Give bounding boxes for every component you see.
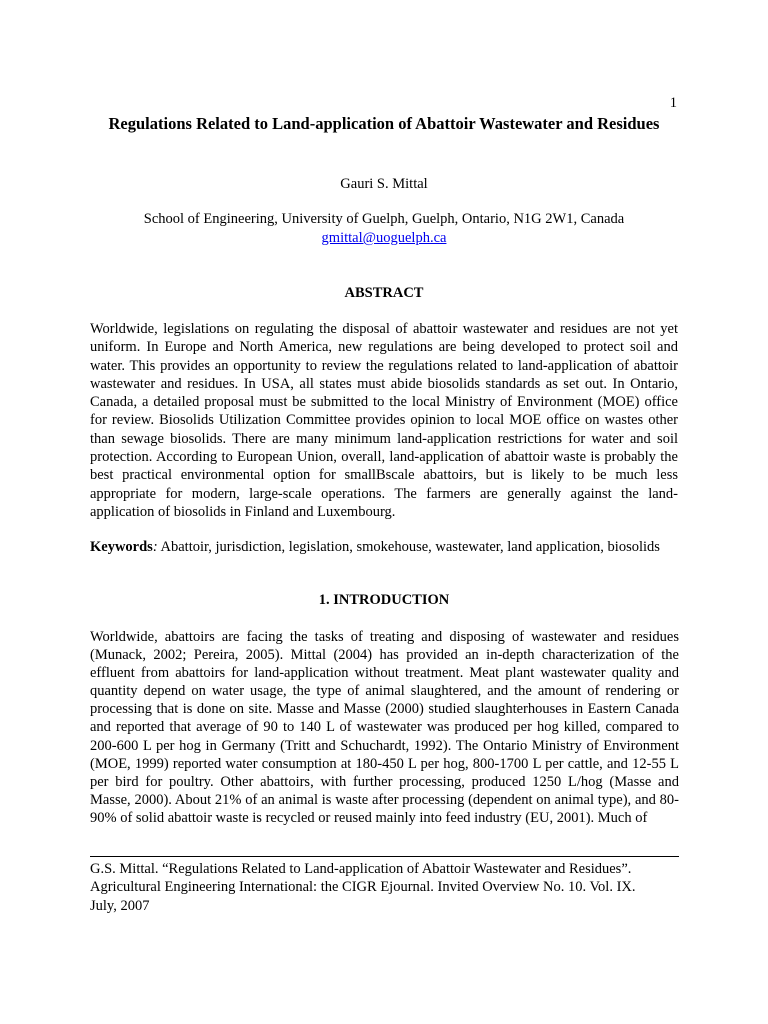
author-email-line [0, 230, 768, 247]
abstract-heading: ABSTRACT [344, 285, 424, 301]
paper-title: Regulations Related to Land-application of Abattoir Wastewater and Residues [108, 114, 660, 133]
introduction-heading: 1. INTRODUCTION [318, 592, 450, 608]
abstract-body: Worldwide, legislations on regulating the disposal of abattoir wastewater and residues are not yet uniform. In Europe and North America, new regulations are being developed to protect soil and water. This provides an opportunity to review the regulations related to land-application of abattoir wastewater and residues. In USA, all states must abide biosolids standards as set out. In Ontario, Canada, a detailed proposal must be submitted to the local Ministry of Environment (MOE) office for review. Biosolids Utilization Committee provides opinion to local MOE office on wastes other than sewage biosolids. There are many minimum land-application restrictions for water and soil protection. According to European Union, overall, land-application of abattoir waste is probably the best practical environmental option for smallBscale abattoirs, but is likely to be much less appropriate for modern, large-scale operations. The farmers are generally against the land-application of biosolids in Finland and Luxembourg. [90, 321, 678, 520]
keywords-label: Keywords [90, 539, 153, 555]
footer-line-1: G.S. Mittal. “Regulations Related to Land-application of Abattoir Wastewater and Residues”. [90, 861, 632, 877]
keywords-line [90, 538, 690, 556]
footer-line-2: Agricultural Engineering International: the CIGR Ejournal. Invited Overview No. 10. Vol. IX. [90, 879, 636, 896]
footer-line-3: July, 2007 [90, 897, 150, 914]
keywords-text: Abattoir, jurisdiction, legislation, smokehouse, wastewater, land application, biosolids [157, 539, 660, 555]
page-number: 1 [669, 95, 677, 111]
introduction-body: Worldwide, abattoirs are facing the tasks of treating and disposing of wastewater and residues (Munack, 2002; Pereira, 2005). Mittal (2004) has provided an in-depth characterization of the effluent from abattoirs for land-application without treatment. Meat plant wastewater quality and quantity depend on water usage, the type of animal slaughtered, and the amount of rendering or processing that is done on site. Masse and Masse (2000) studied slaughterhouses in Eastern Canada and reported that average of 90 to 140 L of wastewater was produced per hog killed, compared to 200-600 L per hog in Germany (Tritt and Schuchardt, 1992). The Ontario Ministry of Environment (MOE, 1999) reported water consumption at 180-450 L per hog, 800-1700 L per cattle, and 12-55 L per bird for poultry. Other abattoirs, with further processing, produced 1250 L/hog (Masse and Masse, 2000). About 21% of an animal is waste after processing (dependent on animal type), and 80-90% of solid abattoir waste is recycled or reused mainly into feed industry (EU, 2001). Much of [90, 629, 679, 826]
footer-divider [90, 856, 679, 857]
citation-footer [90, 860, 690, 915]
author-name: Gauri S. Mittal [340, 176, 428, 192]
keywords-colon: : [152, 539, 158, 555]
author-affiliation: School of Engineering, University of Guelph, Guelph, Ontario, N1G 2W1, Canada [143, 211, 625, 227]
author-email-link[interactable]: gmittal@uoguelph.ca [321, 230, 447, 246]
